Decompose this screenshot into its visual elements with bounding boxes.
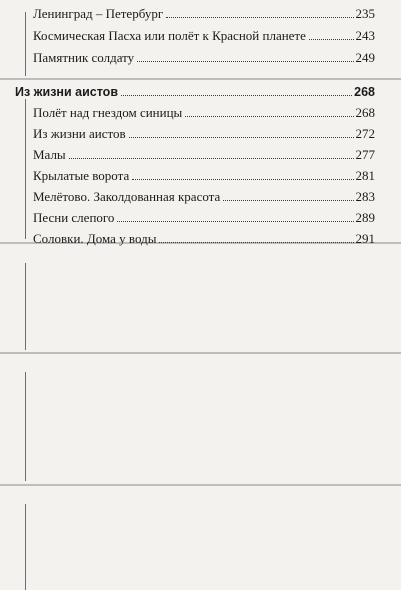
entry-title: Соловки. Дома у воды <box>33 231 157 246</box>
toc-entry <box>0 99 401 119</box>
group-rule <box>25 504 26 590</box>
toc-entry <box>0 22 401 42</box>
entry-title: Ленинград – Петербург <box>33 6 164 21</box>
dot-leader <box>132 179 353 180</box>
dot-leader <box>166 17 353 18</box>
dot-leader <box>137 61 353 62</box>
group-rule <box>25 372 26 481</box>
dot-leader <box>309 39 354 40</box>
toc-entry <box>0 183 401 203</box>
toc-entry <box>0 44 401 64</box>
section-separator <box>0 484 401 486</box>
entry-title: Крылатые ворота <box>33 168 130 183</box>
section-title: Из жизни аистов <box>15 84 119 99</box>
entry-title: Памятник солдату <box>33 50 135 65</box>
entry-page-number: 289 <box>355 210 375 225</box>
entry-page-number: 272 <box>355 126 375 141</box>
entry-title: Малы <box>33 147 66 162</box>
toc-entry <box>0 219 401 239</box>
section-separator <box>0 352 401 354</box>
entry-page-number: 268 <box>355 105 375 120</box>
dot-leader <box>69 158 354 159</box>
entry-title: Космическая Пасха или полёт к Красной планете <box>33 28 306 43</box>
entry-title: Полёт над гнездом синицы <box>33 105 183 120</box>
entry-page-number: 277 <box>355 147 375 162</box>
dot-leader <box>159 242 353 243</box>
entry-title: Из жизни аистов <box>33 126 126 141</box>
section-page-number: 268 <box>354 84 375 99</box>
entry-page-number: 249 <box>355 50 375 65</box>
toc-entry <box>0 162 401 182</box>
entry-page-number: 291 <box>355 231 375 246</box>
entry-page-number: 243 <box>355 28 375 43</box>
toc-entry <box>0 141 401 161</box>
toc-entry <box>0 120 401 140</box>
dot-leader <box>223 200 353 201</box>
entry-page-number: 281 <box>355 168 375 183</box>
entry-title: Песни слепого <box>33 210 115 225</box>
dot-leader <box>185 116 353 117</box>
entry-title: Мелётово. Заколдованная красота <box>33 189 221 204</box>
dot-leader <box>121 95 352 96</box>
entry-page-number: 235 <box>355 6 375 21</box>
toc-section-heading <box>0 78 401 98</box>
dot-leader <box>129 137 354 138</box>
entry-page-number: 283 <box>355 189 375 204</box>
group-rule <box>25 263 26 350</box>
toc-entry <box>0 0 401 20</box>
